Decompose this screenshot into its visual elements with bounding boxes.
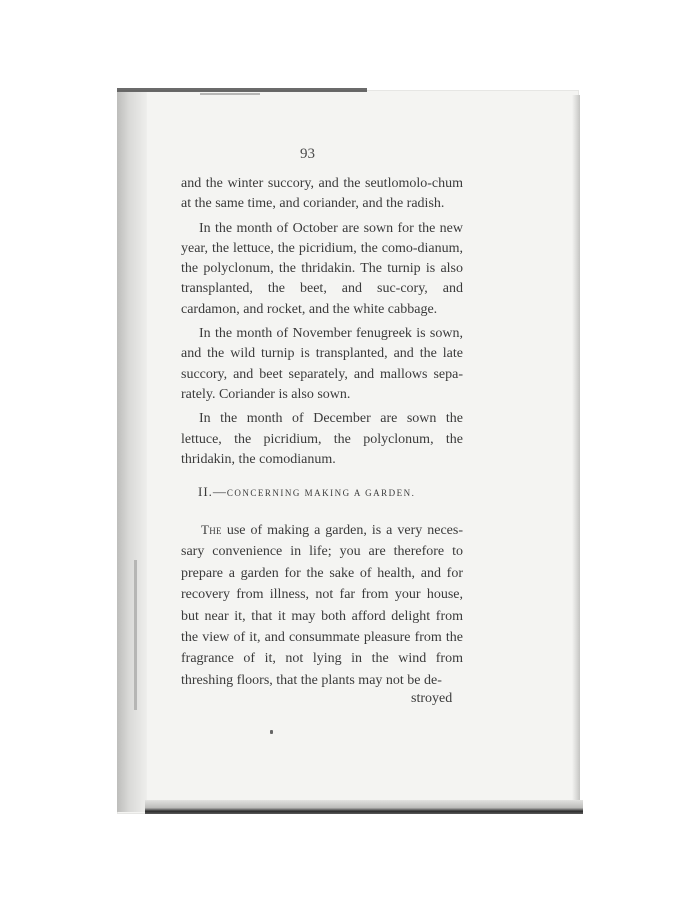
section-heading <box>198 484 415 500</box>
section-body-text <box>181 519 463 691</box>
top-page-edge-mark <box>200 93 260 95</box>
section-body: use of making a garden, is a very neces-sary convenience in life; you are therefore to prepare a garden for the sake of health, and for recovery from illness, not far from your house, but near it, that it may both afford delight from the view of it, and consummate pleasure from the fragrance of it, not lying in the wind from threshing floors, that the plants may not be de- <box>181 523 463 688</box>
page-gutter-shadow <box>117 92 147 812</box>
bottom-page-edge <box>145 800 583 814</box>
paragraph-october: In the month of October are sown for the new year, the lettuce, the picridium, the como-dianum, the polyclonum, the thridakin. The turnip is also transplanted, the beet, and suc-cory, and cardamon, and rocket, and the white cabbage. <box>181 220 463 317</box>
section-first-word: The <box>201 522 222 537</box>
right-page-edge <box>572 95 580 810</box>
paragraph-continued: and the winter succory, and the seutlomolo-chum at the same time, and coriander, and the radish. <box>181 176 463 212</box>
section-title: CONCERNING MAKING A GARDEN. <box>226 488 416 498</box>
gutter-crease <box>134 560 137 710</box>
catchword: stroyed <box>411 691 453 706</box>
body-text <box>181 174 463 470</box>
page-number: 93 <box>300 146 315 162</box>
top-page-edge <box>117 88 367 92</box>
section-number: II.— <box>198 484 227 499</box>
ink-speck <box>270 730 273 734</box>
section-paragraph <box>181 519 463 691</box>
paragraph-december: In the month of December are sown the lettuce, the picridium, the polyclonum, the thridakin, the comodianum. <box>181 411 463 467</box>
paragraph-november: In the month of November fenugreek is sown, and the wild turnip is transplanted, and the late succory, and beet separately, and mallows sepa-rately. Coriander is also sown. <box>181 326 463 402</box>
